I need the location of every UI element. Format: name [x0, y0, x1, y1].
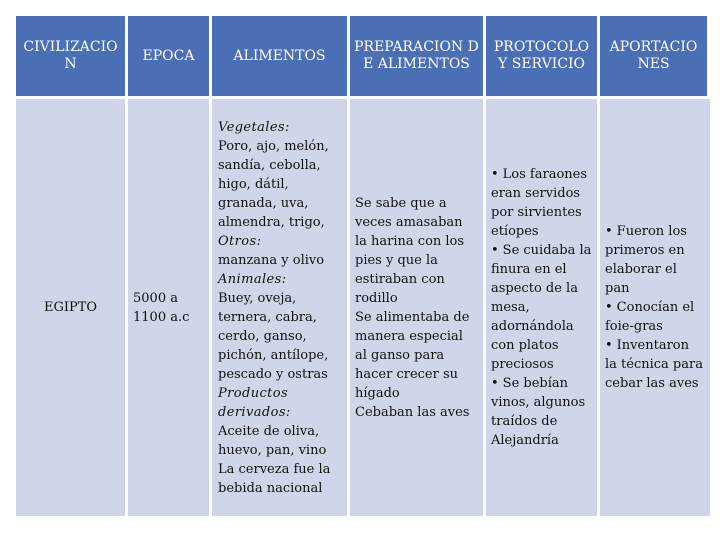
header-epoca: EPOCA	[128, 16, 212, 96]
aportacion-bullet: • Inventaron la técnica para cebar las aves	[605, 336, 705, 393]
cell-preparacion	[350, 96, 486, 516]
header-preparacion: PREPARACION DE ALIMENTOS	[350, 16, 486, 96]
animales-label: Animales:	[218, 271, 287, 287]
aportacion-bullet: • Conocían el foie-gras	[605, 298, 705, 336]
productos-text: Aceite de oliva, huevo, pan, vino	[218, 423, 327, 458]
civilization-table	[16, 16, 710, 516]
header-alimentos: ALIMENTOS	[212, 16, 350, 96]
cell-aportaciones	[600, 96, 710, 516]
preparacion-line: Se alimentaba de manera especial al ganso para hacer crecer su hígado	[355, 309, 470, 401]
preparacion-line: Se sabe que a veces amasaban la harina con los pies y que la estiraban con rodillo	[355, 195, 465, 306]
vegetales-label: Vegetales:	[218, 119, 290, 135]
protocolo-bullet: • Los faraones eran servidos por sirvientes etíopes	[491, 165, 592, 241]
vegetales-text: Poro, ajo, melón, sandía, cebolla, higo, dátil, granada, uva, almendra, trigo,	[218, 138, 329, 230]
protocolo-bullet: • Se cuidaba la finura en el aspecto de la mesa, adornándola con platos preciosos	[491, 241, 592, 374]
cell-alimentos	[212, 96, 350, 516]
otros-label: Otros:	[218, 233, 262, 249]
animales-text: Buey, oveja, ternera, cabra, cerdo, ganso, pichón, antílope, pescado y ostras	[218, 290, 329, 382]
header-aportaciones: APORTACIONES	[600, 16, 710, 96]
aportacion-bullet: • Fueron los primeros en elaborar el pan	[605, 222, 705, 298]
productos-label: Productos derivados:	[218, 385, 291, 420]
cell-epoca: 5000 a 1100 a.c	[128, 96, 212, 516]
header-civilizacion: CIVILIZACION	[16, 16, 128, 96]
protocolo-bullet: • Se bebían vinos, algunos traídos de Alejandría	[491, 374, 592, 450]
cerveza-text: La cerveza fue la bebida nacional	[218, 461, 331, 496]
cell-civilizacion: EGIPTO	[16, 96, 128, 516]
cell-protocolo	[486, 96, 600, 516]
header-protocolo: PROTOCOLO Y SERVICIO	[486, 16, 600, 96]
preparacion-line: Cebaban las aves	[355, 404, 470, 420]
otros-text: manzana y olivo	[218, 252, 325, 268]
